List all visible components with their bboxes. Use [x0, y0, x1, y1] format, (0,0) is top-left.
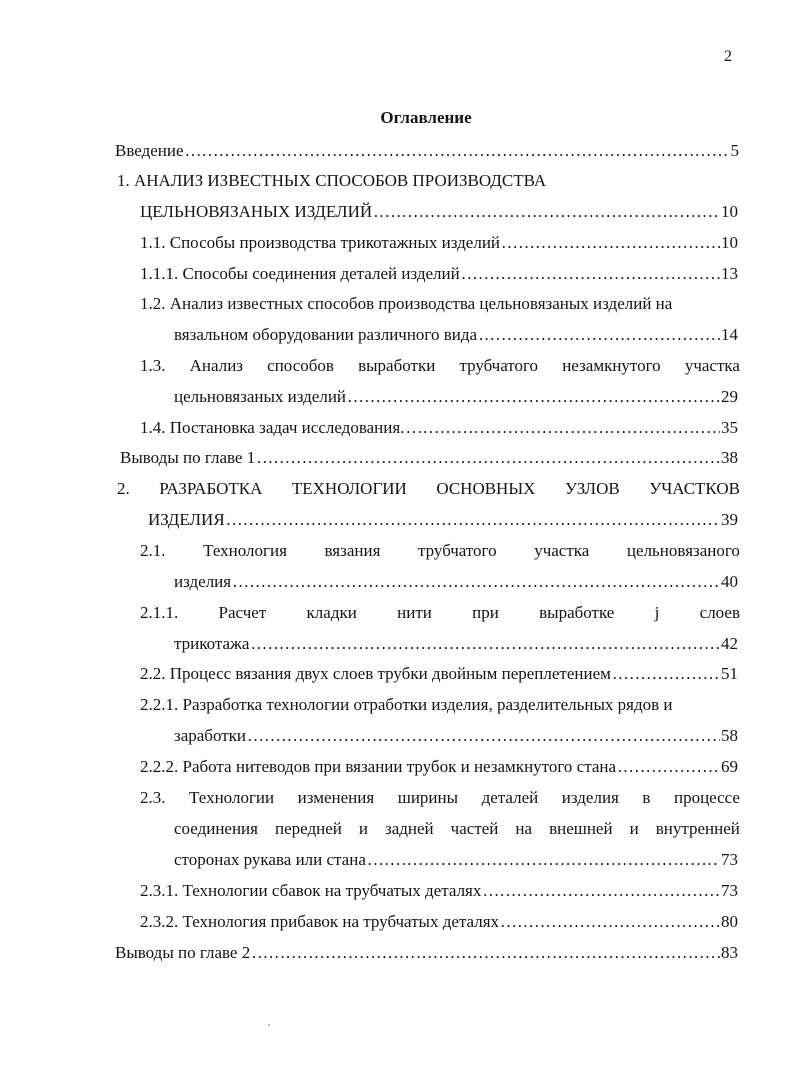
toc-leader [501, 232, 720, 254]
toc-entry[interactable] [115, 140, 739, 162]
word: выработке [539, 603, 615, 622]
toc-entry[interactable] [174, 633, 738, 655]
word: незамкнутого [562, 356, 661, 375]
word: j [654, 603, 660, 622]
word: внешней [549, 819, 613, 838]
word: УЗЛОВ [564, 479, 620, 498]
word: процессе [673, 788, 740, 807]
toc-entry[interactable] [140, 911, 738, 933]
toc-entry-text: ЦЕЛЬНОВЯЗАНЫХ ИЗДЕЛИЙ [140, 202, 373, 221]
toc-entry-page: 42 [721, 634, 738, 653]
toc-entry-text: ИЗДЕЛИЯ [148, 510, 225, 529]
word: и [358, 819, 368, 838]
word: при [472, 603, 499, 622]
word: соединения [174, 819, 258, 838]
toc-leader [373, 201, 720, 223]
word: трубчатого [459, 356, 539, 375]
toc-entry-page: 38 [721, 448, 738, 467]
toc-entry-line1 [140, 787, 740, 809]
toc-entry[interactable] [174, 324, 738, 346]
toc-leader [461, 263, 720, 285]
word: трубчатого [418, 541, 497, 560]
word: цельновязаного [626, 541, 740, 560]
word: деталей [481, 788, 539, 807]
word: 1.3. [140, 356, 166, 375]
toc-entry[interactable] [140, 880, 738, 902]
toc-entry-text: Выводы по главе 2 [115, 943, 251, 962]
toc-entry-page: 73 [721, 850, 738, 869]
word: передней [275, 819, 342, 838]
word: способов [267, 356, 334, 375]
word: нити [397, 603, 432, 622]
toc-entry-page: 58 [721, 726, 738, 745]
toc-entry-page: 51 [721, 664, 738, 683]
word: на [515, 819, 533, 838]
toc-entry[interactable] [140, 263, 738, 285]
toc-entry-line1 [117, 478, 740, 500]
toc-leader [251, 942, 720, 964]
toc-entry-text: 2.2.2. Работа нитеводов при вязании трубок и незамкнутого стана [140, 757, 617, 776]
toc-entry-page: 40 [721, 572, 738, 591]
toc-leader [482, 880, 720, 902]
toc-entry-page: 35 [721, 418, 738, 437]
toc-entry-text: цельновязаных изделий [174, 387, 347, 406]
toc-entry-text: трикотажа [174, 634, 250, 653]
toc-entry[interactable] [140, 417, 738, 439]
toc-entry-page: 69 [721, 757, 738, 776]
toc-leader [612, 663, 720, 685]
scan-speck [268, 1024, 270, 1026]
toc-entry-page: 73 [721, 881, 738, 900]
word: в [642, 788, 651, 807]
word: 2.1. [140, 541, 166, 560]
word: изделия [561, 788, 619, 807]
word: и [629, 819, 639, 838]
toc-leader [500, 911, 720, 933]
toc-entry-page: 13 [721, 264, 738, 283]
toc-entry[interactable] [174, 849, 738, 871]
toc-entry[interactable] [140, 201, 738, 223]
toc-entry-page: 10 [721, 202, 738, 221]
toc-entry[interactable] [140, 756, 738, 778]
page-number: 2 [724, 48, 732, 65]
word: ОСНОВНЫХ [436, 479, 536, 498]
word: 2.1.1. [140, 603, 179, 622]
word: УЧАСТКОВ [649, 479, 740, 498]
toc-title: Оглавление [380, 108, 472, 127]
toc-leader [347, 386, 720, 408]
toc-entry-page: 29 [721, 387, 738, 406]
word: вязания [324, 541, 381, 560]
toc-entry-text: 2.3.2. Технология прибавок на трубчатых деталях [140, 912, 500, 931]
toc-leader [185, 140, 730, 162]
toc-leader [256, 447, 720, 469]
toc-entry[interactable] [120, 447, 738, 469]
toc-entry[interactable] [174, 725, 738, 747]
toc-leader [250, 633, 720, 655]
toc-entry[interactable] [140, 663, 738, 685]
toc-entry-text: 2.2. Процесс вязания двух слоев трубки двойным переплетением [140, 664, 611, 683]
toc-entry-page: 10 [721, 233, 738, 252]
toc-leader [478, 324, 720, 346]
toc-entry[interactable] [174, 386, 738, 408]
toc-entry[interactable] [115, 942, 738, 964]
word: выработки [358, 356, 436, 375]
toc-entry-text: 2.3.1. Технологии сбавок на трубчатых деталях [140, 881, 482, 900]
word: 2. [117, 479, 130, 498]
toc-leader [232, 571, 720, 593]
word: РАЗРАБОТКА [159, 479, 263, 498]
toc-leader [367, 849, 720, 871]
word: задней [385, 819, 434, 838]
toc-entry-line2 [174, 818, 740, 840]
word: 2.3. [140, 788, 166, 807]
toc-leader [247, 725, 720, 747]
word: Анализ [189, 356, 244, 375]
toc-entry-line1: 1.2. Анализ известных способов производства цельновязаных изделий на [140, 294, 673, 313]
toc-entry-text: вязальном оборудовании различного вида [174, 325, 478, 344]
toc-leader [226, 509, 720, 531]
toc-entry[interactable] [140, 232, 738, 254]
word: участка [534, 541, 590, 560]
toc-entry-page: 80 [721, 912, 738, 931]
toc-entry-line1 [140, 540, 740, 562]
word: внутренней [655, 819, 740, 838]
word: Расчет [218, 603, 267, 622]
toc-entry-line1: 2.2.1. Разработка технологии отработки изделия, разделительных рядов и [140, 695, 673, 714]
toc-entry[interactable] [148, 509, 738, 531]
toc-entry-page: 5 [730, 141, 739, 160]
toc-leader [617, 756, 720, 778]
toc-entry-page: 83 [721, 943, 738, 962]
word: Технология [203, 541, 287, 560]
toc-entry-page: 39 [721, 510, 738, 529]
word: кладки [306, 603, 357, 622]
toc-entry-line1: 1. АНАЛИЗ ИЗВЕСТНЫХ СПОСОБОВ ПРОИЗВОДСТВА [117, 171, 547, 190]
toc-leader [405, 417, 720, 439]
toc-entry-text: сторонах рукава или стана [174, 850, 366, 869]
toc-entry-text: изделия [174, 572, 232, 591]
toc-entry-text: 1.1.1. Способы соединения деталей изделий [140, 264, 460, 283]
word: частей [450, 819, 499, 838]
word: ширины [397, 788, 459, 807]
word: участка [684, 356, 740, 375]
word: изменения [297, 788, 375, 807]
toc-entry-line1 [140, 602, 740, 624]
toc-entry-text: Введение [115, 141, 184, 160]
toc-entry-text: 1.1. Способы производства трикотажных изделий [140, 233, 501, 252]
word: слоев [699, 603, 740, 622]
word: ТЕХНОЛОГИИ [291, 479, 407, 498]
toc-entry[interactable] [174, 571, 738, 593]
toc-entry-text: 1.4. Постановка задач исследования. [140, 418, 405, 437]
toc-entry-page: 14 [721, 325, 738, 344]
toc-entry-text: заработки [174, 726, 247, 745]
toc-entry-text: Выводы по главе 1 [120, 448, 256, 467]
word: Технологии [189, 788, 275, 807]
toc-entry-line1 [140, 355, 740, 377]
